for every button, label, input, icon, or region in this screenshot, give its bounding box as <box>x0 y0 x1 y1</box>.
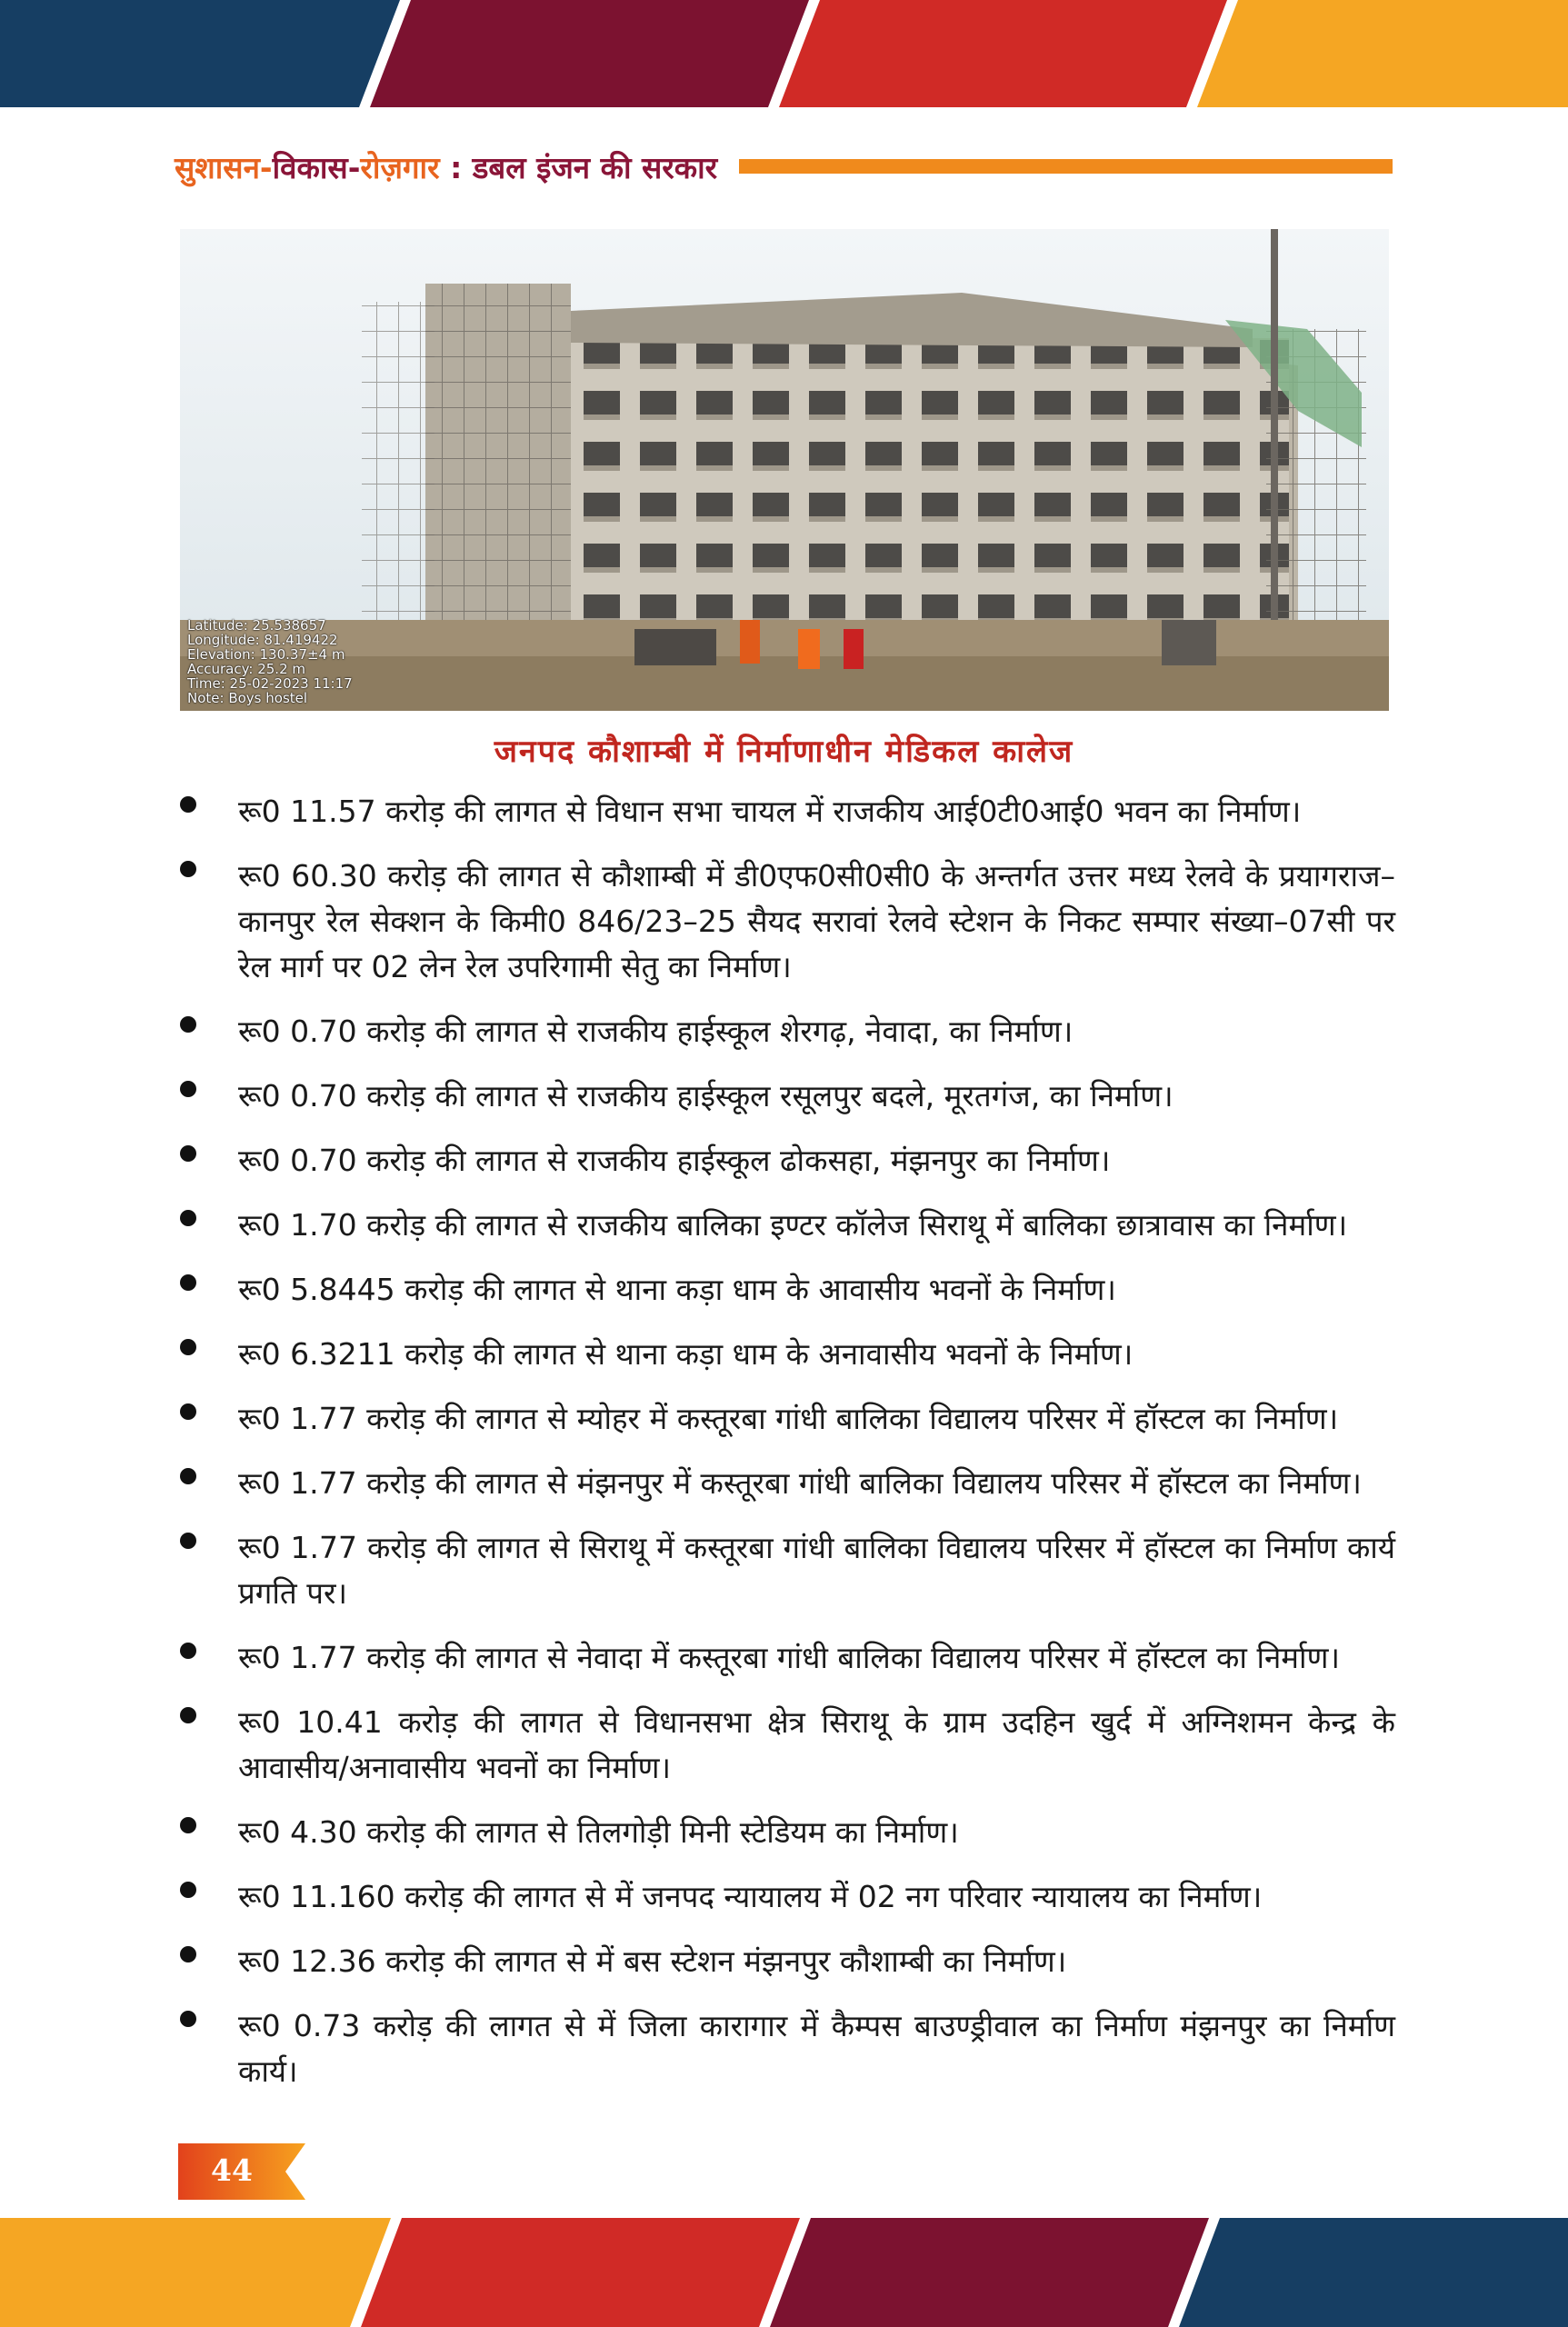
list-item: रू0 11.160 करोड़ की लागत से में जनपद न्यायालय में 02 नग परिवार न्यायालय का निर्माण। <box>173 1874 1395 1920</box>
construction-photo <box>180 229 1389 711</box>
bottom-color-band <box>0 2218 1568 2327</box>
list-item: रू0 0.70 करोड़ की लागत से राजकीय हाईस्कूल ढोकसहा, मंझनपुर का निर्माण। <box>173 1138 1395 1183</box>
bullet-icon <box>180 1533 196 1549</box>
page-header <box>175 144 1393 189</box>
bullet-icon <box>180 1817 196 1833</box>
top-color-band <box>0 0 1568 107</box>
bullet-icon <box>180 1403 196 1420</box>
list-item: रू0 6.3211 करोड़ की लागत से थाना कड़ा धाम के अनावासीय भवनों के निर्माण। <box>173 1332 1395 1377</box>
list-item: रू0 1.77 करोड़ की लागत से नेवादा में कस्तूरबा गांधी बालिका विद्यालय परिसर में हॉस्टल का निर्माण। <box>173 1635 1395 1681</box>
list-item: रू0 0.73 करोड़ की लागत से में जिला कारागार में कैम्पस बाउण्ड्रीवाल का निर्माण मंझनपुर का निर्माण कार्य। <box>173 2003 1395 2094</box>
list-item: रू0 1.77 करोड़ की लागत से सिराथू में कस्तूरबा गांधी बालिका विद्यालय परिसर में हॉस्टल का निर्माण कार्य प्रगति पर। <box>173 1525 1395 1616</box>
bullet-icon <box>180 1468 196 1484</box>
bullet-icon <box>180 2011 196 2027</box>
page-number: 44 <box>211 2152 253 2188</box>
page-number-tab <box>178 2143 305 2200</box>
list-item: रू0 0.70 करोड़ की लागत से राजकीय हाईस्कूल शेरगढ़, नेवादा, का निर्माण। <box>173 1009 1395 1054</box>
bullet-icon <box>180 1145 196 1162</box>
bullet-icon <box>180 1946 196 1962</box>
photo-caption: जनपद कौशाम्बी में निर्माणाधीन मेडिकल कालेज <box>494 734 1074 770</box>
bullet-icon <box>180 1210 196 1226</box>
project-list <box>173 789 1395 2113</box>
list-item: रू0 1.77 करोड़ की लागत से मंझनपुर में कस्तूरबा गांधी बालिका विद्यालय परिसर में हॉस्टल का निर्माण। <box>173 1461 1395 1506</box>
bullet-icon <box>180 796 196 813</box>
list-item: रू0 0.70 करोड़ की लागत से राजकीय हाईस्कूल रसूलपुर बदले, मूरतगंज, का निर्माण। <box>173 1074 1395 1119</box>
geo-tag-overlay: Latitude: 25.538657 Longitude: 81.419422 Elevation: 130.37±4 m Accuracy: 25.2 m Time: 25-02-2023 11:17 Note: Boys hostel <box>187 617 353 706</box>
bullet-icon <box>180 1643 196 1659</box>
bullet-icon <box>180 861 196 877</box>
bullet-icon <box>180 1016 196 1033</box>
list-item: रू0 1.77 करोड़ की लागत से म्योहर में कस्तूरबा गांधी बालिका विद्यालय परिसर में हॉस्टल का निर्माण। <box>173 1396 1395 1442</box>
bullet-icon <box>180 1707 196 1723</box>
list-item: रू0 5.8445 करोड़ की लागत से थाना कड़ा धाम के आवासीय भवनों के निर्माण। <box>173 1267 1395 1313</box>
bullet-icon <box>180 1274 196 1291</box>
bullet-icon <box>180 1081 196 1097</box>
header-rule <box>739 159 1393 174</box>
list-item: रू0 10.41 करोड़ की लागत से विधानसभा क्षेत्र सिराथू के ग्राम उदहिन खुर्द में अग्निशमन केन्द्र के आवासीय/अनावासीय भवनों का निर्माण। <box>173 1700 1395 1791</box>
list-item: रू0 1.70 करोड़ की लागत से राजकीय बालिका इण्टर कॉलेज सिराथू में बालिका छात्रावास का निर्माण। <box>173 1203 1395 1248</box>
list-item: रू0 4.30 करोड़ की लागत से तिलगोड़ी मिनी स्टेडियम का निर्माण। <box>173 1810 1395 1855</box>
list-item: रू0 12.36 करोड़ की लागत से में बस स्टेशन मंझनपुर कौशाम्बी का निर्माण। <box>173 1939 1395 1984</box>
header-title: सुशासन-विकास-रोज़गार : डबल इंजन की सरकार <box>175 149 718 185</box>
bullet-icon <box>180 1882 196 1898</box>
list-item: रू0 60.30 करोड़ की लागत से कौशाम्बी में डी0एफ0सी0सी0 के अन्तर्गत उत्तर मध्य रेलवे के प्रयागराज–कानपुर रेल सेक्शन के किमी0 846/23–25 सैयद सरावां रेलवे स्टेशन के निकट सम्पार संख्या–07सी पर रेल मार्ग पर 02 लेन रेल उपरिगामी सेतु का निर्माण। <box>173 854 1395 990</box>
list-item: रू0 11.57 करोड़ की लागत से विधान सभा चायल में राजकीय आई0टी0आई0 भवन का निर्माण। <box>173 789 1395 834</box>
bullet-icon <box>180 1339 196 1355</box>
